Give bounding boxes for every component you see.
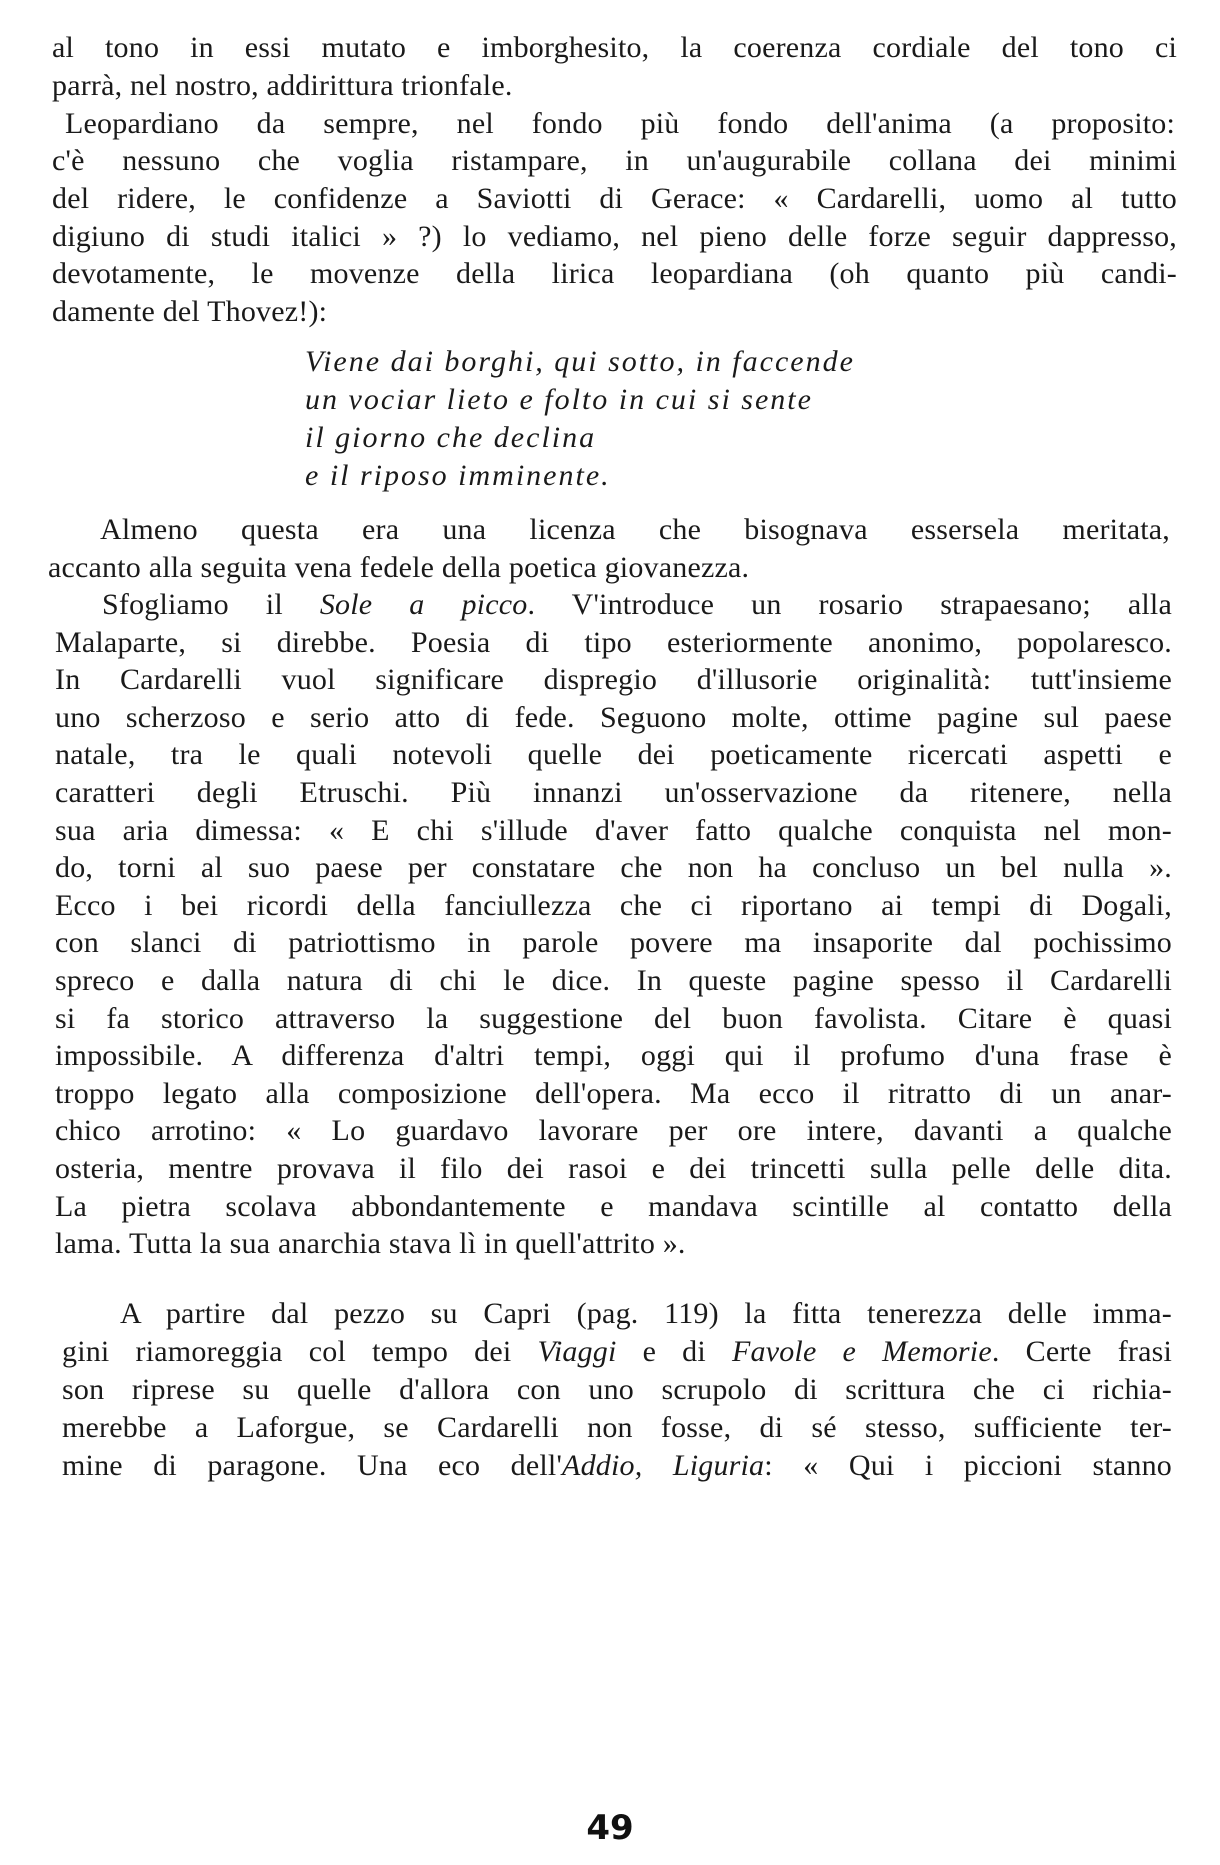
text-line: al tono in essi mutato e imborghesito, la coerenza cordiale del tono ci	[52, 31, 1177, 64]
text-line	[55, 811, 1172, 851]
italic-title: Addio, Liguria	[562, 1449, 765, 1482]
text-run: chico arrotino: « Lo guardavo lavorare per ore intere, davanti a qualche	[55, 1114, 1172, 1148]
italic-title: Viaggi	[537, 1335, 617, 1368]
text-run: con slanci di patriottismo in parole povere ma insaporite dal pochissimo	[55, 926, 1172, 960]
text-run: lama. Tutta la sua anarchia stava lì in quell'attrito ».	[55, 1227, 686, 1261]
text-line	[55, 735, 1172, 775]
text-run: merebbe a Laforgue, se Cardarelli non fosse, di sé stesso, sufficiente ter-	[62, 1411, 1172, 1444]
text-line: parrà, nel nostro, addirittura trionfale.	[52, 69, 513, 102]
text-run: La pietra scolava abbondantemente e mandava scintille al contatto della	[55, 1189, 1172, 1223]
text-run: A partire dal pezzo su Capri (pag. 119) la fitta tenerezza delle imma-	[120, 1297, 1172, 1330]
text-line: devotamente, le movenze della lirica leopardiana (oh quanto più candi-	[52, 257, 1177, 290]
text-run: Malaparte, si direbbe. Poesia di tipo esteriormente anonimo, popolaresco.	[55, 625, 1172, 659]
text-line	[55, 923, 1172, 963]
text-run: impossibile. A differenza d'altri tempi, oggi qui il profumo d'una frase è	[55, 1039, 1172, 1073]
text-line	[55, 1036, 1172, 1076]
text-run: : « Qui i piccioni stanno	[764, 1449, 1172, 1482]
text-line	[55, 1149, 1172, 1189]
text-line: digiuno di studi italici » ?) lo vediamo, nel pieno delle forze seguir dappresso,	[52, 220, 1177, 253]
text-run: caratteri degli Etruschi. Più innanzi un'osservazione da ritenere, nella	[55, 776, 1172, 809]
text-line: accanto alla seguita vena fedele della poetica giovanezza.	[48, 551, 750, 584]
text-line	[102, 585, 1172, 625]
text-run: si fa storico attraverso la suggestione del buon favolista. Citare è quasi	[55, 1001, 1172, 1035]
text-run: Ecco i bei ricordi della fanciullezza che ci riportano ai tempi di Dogali,	[55, 888, 1172, 922]
verse-line: e il riposo imminente.	[305, 459, 611, 492]
text-run: do, torni al suo paese per constatare che non ha concluso un bel nulla ».	[55, 851, 1172, 885]
text-run: osteria, mentre provava il filo dei rasoi e dei trincetti sulla pelle delle dita.	[55, 1152, 1172, 1185]
text-line: Almeno questa era una licenza che bisognava essersela meritata,	[100, 513, 1170, 546]
text-line: c'è nessuno che voglia ristampare, in un'augurabile collana dei minimi	[52, 144, 1177, 177]
text-line	[55, 1111, 1172, 1151]
text-run: sua aria dimessa: « E chi s'illude d'aver fatto qualche conquista nel mon-	[55, 813, 1172, 847]
text-line	[55, 999, 1172, 1039]
verse-line: il giorno che declina	[305, 421, 597, 454]
text-line: del ridere, le confidenze a Saviotti di Gerace: « Cardarelli, uomo al tutto	[52, 182, 1177, 215]
text-line	[120, 1294, 1172, 1334]
text-run: . Certe frasi	[991, 1335, 1172, 1368]
text-line	[62, 1370, 1172, 1410]
text-line	[62, 1332, 1172, 1372]
text-line	[55, 660, 1172, 700]
text-run: son riprese su quelle d'allora con uno scrupolo di scrittura che ci richia-	[62, 1373, 1172, 1406]
italic-title: Favole e Memorie	[731, 1335, 992, 1368]
text-run: e di	[616, 1335, 732, 1368]
verse-line: Viene dai borghi, qui sotto, in faccende	[305, 345, 855, 378]
text-run: gini riamoreggia col tempo dei	[62, 1335, 538, 1368]
text-line	[55, 773, 1172, 813]
verse-line: un vociar lieto e folto in cui si sente	[305, 383, 813, 416]
text-line	[55, 1224, 1172, 1264]
text-run: . V'introduce un rosario strapaesano; alla	[527, 588, 1172, 621]
text-run: spreco e dalla natura di chi le dice. In queste pagine spesso il Cardarelli	[55, 964, 1172, 997]
text-line	[62, 1408, 1172, 1448]
text-line	[62, 1446, 1172, 1486]
text-run: troppo legato alla composizione dell'opera. Ma ecco il ritratto di un anar-	[55, 1076, 1172, 1110]
text-line	[55, 623, 1172, 663]
text-run: Sfogliamo il	[102, 588, 320, 621]
text-line	[55, 1074, 1172, 1114]
italic-title: Sole a picco	[319, 588, 528, 621]
text-run: mine di paragone. Una eco dell'	[62, 1449, 563, 1482]
text-line: Leopardiano da sempre, nel fondo più fondo dell'anima (a proposito:	[65, 107, 1175, 140]
text-line	[55, 1187, 1172, 1227]
text-run: natale, tra le quali notevoli quelle dei poeticamente ricercati aspetti e	[55, 738, 1172, 772]
page-number: 49	[586, 1808, 634, 1848]
text-line	[55, 848, 1172, 888]
text-run: In Cardarelli vuol significare dispregio d'illusorie originalità: tutt'insieme	[55, 663, 1172, 697]
text-line	[55, 961, 1172, 1001]
text-run: uno scherzoso e serio atto di fede. Seguono molte, ottime pagine sul paese	[55, 700, 1172, 734]
text-line	[55, 698, 1172, 738]
text-line	[55, 886, 1172, 926]
text-line: damente del Thovez!):	[52, 295, 328, 328]
